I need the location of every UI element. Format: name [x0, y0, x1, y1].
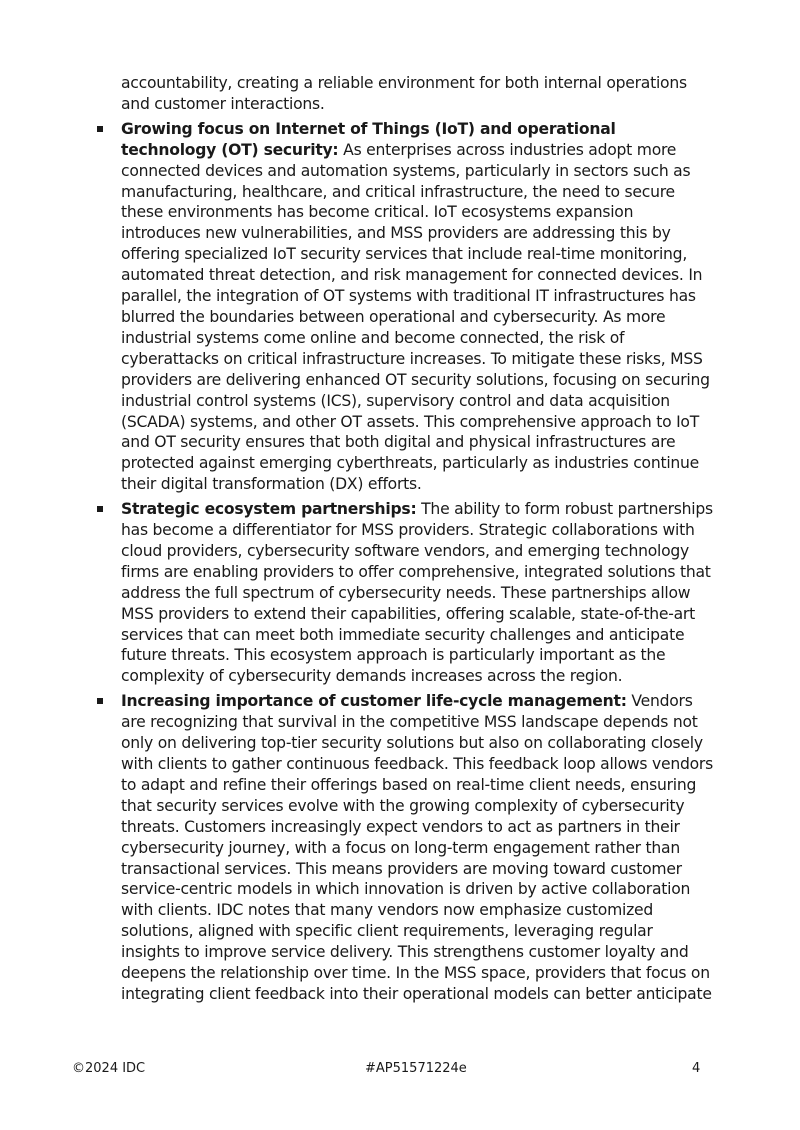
- square-bullet-icon: [97, 126, 103, 132]
- bullet-text: Vendors are recognizing that survival in the competitive MSS landscape depends not only on delivering top-tier security solutions but also on collaborating closely with clients to gather continuous feedback. This feedback loop allows vendors to adapt and refine their offerings based on real-time client needs, ensuring that security services evolve with the growing complexity of cybersecurity threats. Customers increasingly expect vendors to act as partners in their cybersecurity journey, with a focus on long-term engagement rather than transactional services. This means providers are moving toward customer service-centric models in which innovation is driven by active collaboration with clients. IDC notes that many vendors now emphasize customized solutions, aligned with specific client requirements, leveraging regular insights to improve service delivery. This strengthens customer loyalty and deepens the relationship over time. In the MSS space, providers that focus on integrating client feedback into their operational models can better anticipate: [121, 692, 713, 1003]
- bullet-lead: Growing focus on Internet of Things (IoT) and operational technology (OT) security:: [121, 119, 616, 159]
- footer-page-number: 4: [692, 1061, 701, 1076]
- bullet-text: As enterprises across industries adopt more connected devices and automation systems, particularly in sectors such as manufacturing, healthcare, and critical infrastructure, the need to secure these environments has become critical. IoT ecosystems expansion introduces new vulnerabilities, and MSS providers are addressing this by offering specialized IoT security services that include real-time monitoring, automated threat detection, and risk management for connected devices. In parallel, the integration of OT systems with traditional IT infrastructures has blurred the boundaries between operational and cybersecurity. As more industrial systems come online and become connected, the risk of cyberattacks on critical infrastructure increases. To mitigate these risks, MSS providers are delivering enhanced OT security solutions, focusing on securing industrial control systems (ICS), supervisory control and data acquisition (SCADA) systems, and other OT assets. This comprehensive approach to IoT and OT security ensures that both digital and physical infrastructures are protected against emerging cyberthreats, particularly as industries continue their digital transformation (DX) efforts.: [121, 140, 710, 494]
- document-body: [121, 73, 713, 1009]
- bullet-text: The ability to form robust partnerships has become a differentiator for MSS providers. Strategic collaborations with cloud providers, cybersecurity software vendors, and emerging technology firms are enabling providers to offer comprehensive, integrated solutions that address the full spectrum of cybersecurity needs. These partnerships allow MSS providers to extend their capabilities, offering scalable, state-of-the-art services that can meet both immediate security challenges and anticipate future threats. This ecosystem approach is particularly important as the complexity of cybersecurity demands increases across the region.: [121, 500, 713, 686]
- bullet-lead: Strategic ecosystem partnerships:: [121, 500, 417, 519]
- bullet-item-customer-lifecycle: [121, 691, 713, 1005]
- bullet-list: [121, 119, 713, 1005]
- bullet-lead: Increasing importance of customer life-cycle management:: [121, 692, 627, 711]
- bullet-item-ecosystem-partnerships: [121, 499, 713, 687]
- square-bullet-icon: [97, 506, 103, 512]
- bullet-item-iot-ot-security: [121, 119, 713, 495]
- footer-copyright: ©2024 IDC: [72, 1061, 146, 1076]
- continuation-paragraph: accountability, creating a reliable environment for both internal operations and customer interactions.: [121, 74, 687, 113]
- square-bullet-icon: [97, 698, 103, 704]
- footer-document-id: #AP51571224e: [365, 1061, 467, 1076]
